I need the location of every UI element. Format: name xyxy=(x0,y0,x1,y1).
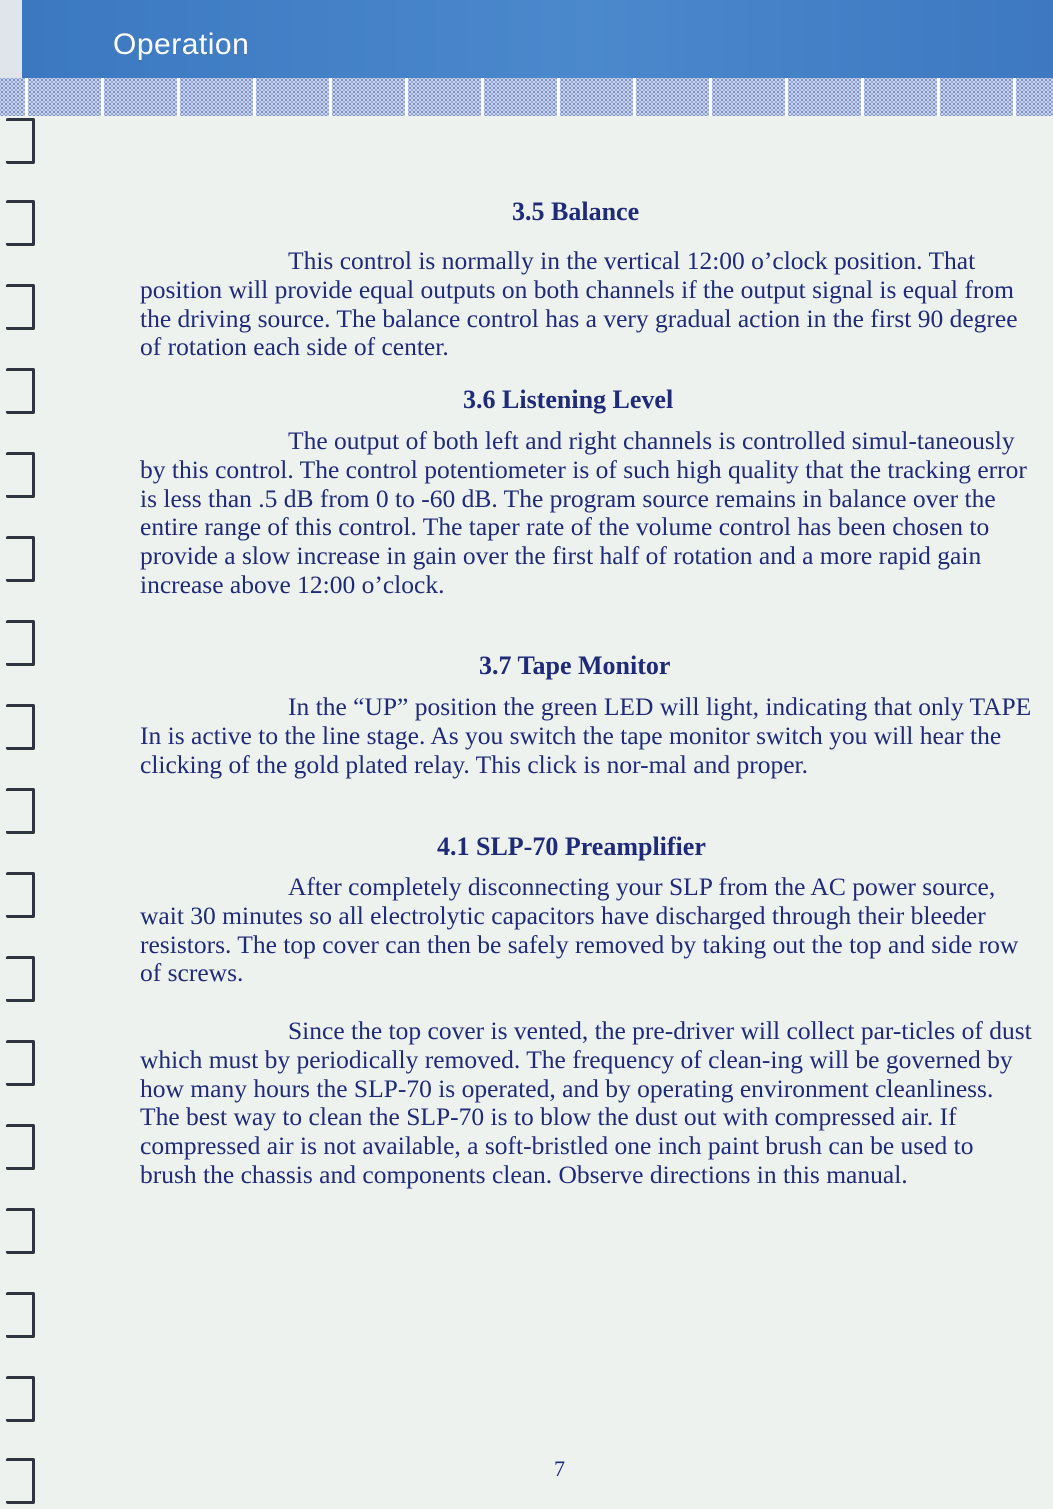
paragraph-slp70-cleaning: Since the top cover is vented, the pre-driver will collect par-ticles of dust which must by periodically removed. The frequency of clean-ing will be governed by how many hours the SLP-70 is operated, and by operating environment cleanliness. The best way to clean the SLP-70 is to blow the dust out with compressed air. If compressed air is not available, a soft-bristled one inch paint brush can be used to brush the chassis and components clean. Observe directions in this manual. xyxy=(140,1016,1032,1189)
section-heading-balance: 3.5 Balance xyxy=(512,197,640,226)
page-header-title: Operation xyxy=(113,28,250,61)
paragraph-slp70-disassembly: After completely disconnecting your SLP from the AC power source, wait 30 minutes so all electrolytic capacitors have discharged through their bleeder resistors. The top cover can then be safely removed by taking out the top and side row of screws. xyxy=(140,872,1019,988)
paragraph-listening-level: The output of both left and right channels is controlled simul-taneously by this control. The control potentiometer is of such high quality that the tracking error is less than .5 dB from 0 to -60 dB. The program source remains in balance over the entire range of this control. The taper rate of the volume control has been chosen to provide a slow increase in gain over the first half of rotation and a more rapid gain increase above 12:00 o’clock. xyxy=(140,426,1027,599)
page-number: 7 xyxy=(554,1456,565,1481)
paragraph-balance: This control is normally in the vertical 12:00 o’clock position. That position will provide equal outputs on both channels if the output signal is equal from the driving source. The balance control has a very gradual action in the first 90 degree of rotation each side of center. xyxy=(140,246,1018,362)
section-heading-listening-level: 3.6 Listening Level xyxy=(463,385,674,414)
section-heading-slp70-preamplifier: 4.1 SLP-70 Preamplifier xyxy=(437,832,706,861)
strip-dividers xyxy=(0,78,1053,116)
paragraph-tape-monitor: In the “UP” position the green LED will light, indicating that only TAPE In is active to the line stage. As you switch the tape monitor switch you will hear the clicking of the gold plated relay. This click is nor-mal and proper. xyxy=(140,692,1032,779)
section-heading-tape-monitor: 3.7 Tape Monitor xyxy=(479,651,671,680)
